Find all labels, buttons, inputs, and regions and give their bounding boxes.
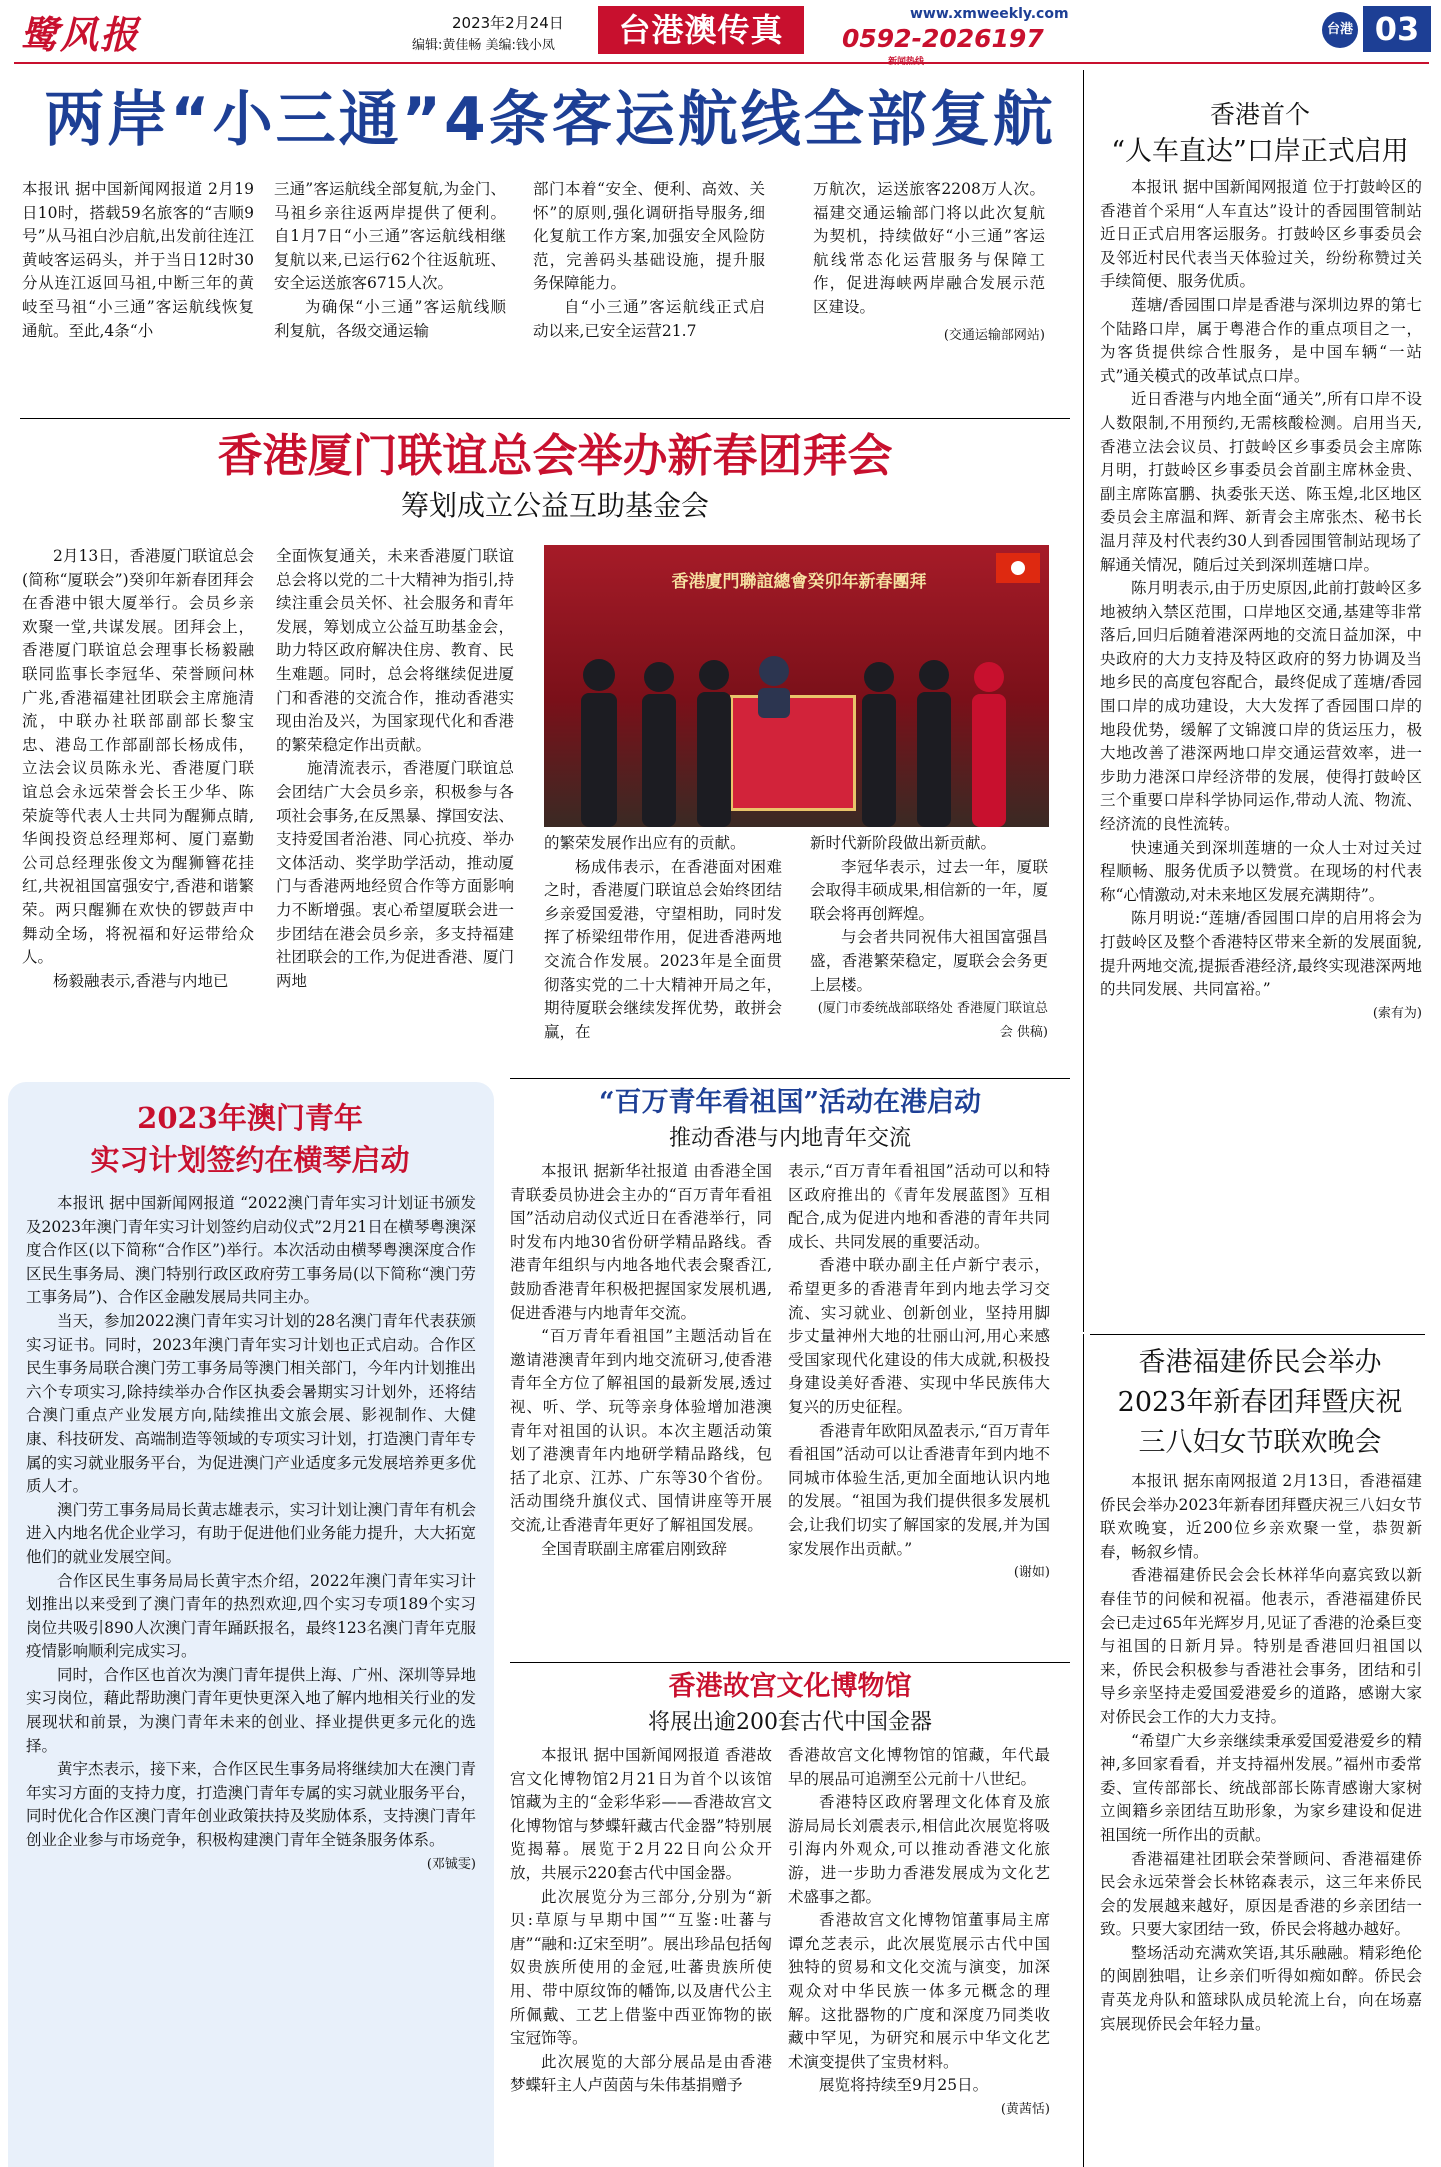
article-headline: 2023年新春团拜暨庆祝	[1117, 1387, 1403, 1418]
paragraph: 香港福建社团联会荣誉顾问、香港福建侨民会永远荣誉会长林铭森表示，这三年来侨民会的发展越来越好，原因是香港的乡亲团结一致。只要大家团结一致，侨民会将越办越好。	[1100, 1849, 1422, 1939]
article-subtitle: 将展出逾200套古代中国金器	[648, 1710, 932, 1735]
masthead	[0, 0, 1441, 62]
paragraph: 同时，合作区也首次为澳门青年提供上海、广州、深圳等异地实习岗位，藉此帮助澳门青年更快更深入地了解内地相关行业的发展现状和前景，为澳门青年未来的创业、择业提供更多元化的选择。	[26, 1665, 476, 1755]
paragraph: 快速通关到深圳莲塘的一众人士对过关过程顺畅、服务优质予以赞赏。在现场的村代表称“心情激动,对未来地区发展充满期待”。	[1100, 838, 1422, 904]
paragraph: 黄宇杰表示，接下来，合作区民生事务局将继续加大在澳门青年实习方面的支持力度，打造澳门青年专属的实习就业服务平台，同时优化合作区澳门青年创业政策扶持及奖励体系，支持澳门青年创业企业参与市场竞争，积极构建澳门青年全链条服务体系。	[26, 1760, 476, 1850]
article-column	[544, 832, 782, 1064]
paragraph: 杨毅融表示,香港与内地已	[53, 971, 229, 990]
paragraph: 与会者共同祝伟大祖国富强昌盛，香港繁荣稳定，厦联会会务更上层楼。	[810, 928, 1048, 994]
article-column	[22, 178, 254, 410]
paragraph: 的繁荣发展作出应有的贡献。	[544, 834, 746, 852]
newspaper-logo: 鹭风报	[20, 12, 141, 57]
article-headline: 香港福建侨民会举办	[1138, 1347, 1382, 1378]
paragraph: 澳门劳工事务局局长黄志雄表示，实习计划让澳门青年有机会进入内地名优企业学习，有助于促进他们业务能力提升，大大拓宽他们的就业发展空间。	[26, 1500, 476, 1566]
paragraph: 为确保“小三通”客运航线顺利复航，各级交通运输	[274, 297, 506, 340]
paragraph: 新时代新阶段做出新贡献。	[810, 834, 997, 852]
article-column	[1100, 1470, 1422, 2164]
paragraph: 陈月明表示,由于历史原因,此前打鼓岭区多地被纳入禁区范围，口岸地区交通,基建等非常落后,回归后随着港深两地的交流日益加深，中央政府的大力支持及特区政府的努力协调及当地乡民的高度包容配合，最终促成了莲塘/香园围口岸的成功建设，大大发挥了香园围口岸的地段优势，缓解了文锦渡口岸的货运压力，极大地改善了港深两地口岸交通运营效率，进一步助力港深口岸经济带的发展，使得打鼓岭区三个重要口岸科学协同运作,带动人流、物流、经济流的良性流转。	[1100, 579, 1422, 834]
paragraph: 香港故宫文化博物馆董事局主席谭允芝表示，此次展览展示古代中国独特的贸易和文化交流与演变，加深观众对中华民族一体多元概念的理解。这批器物的广度和深度乃同类收藏中罕见，为研究和展示中华文化艺术演变提供了宝贵材料。	[788, 1911, 1050, 2071]
paragraph: 李冠华表示，过去一年，厦联会取得丰硕成果,相信新的一年，厦联会将再创辉煌。	[810, 857, 1048, 923]
paragraph: 本报讯 据东南网报道 2月13日，香港福建侨民会举办2023年新春团拜暨庆祝三八妇女节联欢晚宴，近200位乡亲欢聚一堂，恭贺新春，畅叙乡情。	[1100, 1472, 1422, 1561]
masthead-rule	[14, 62, 1429, 64]
paragraph: 三通”客运航线全部复航,为金门、马祖乡亲往返两岸提供了便利。自1月7日“小三通”客运航线相继复航以来,已运行62个往返航班、安全运送旅客6715人次。	[274, 180, 506, 293]
hotline-number: 0592-2026197	[842, 24, 1044, 53]
paragraph: 当天，参加2022澳门青年实习计划的28名澳门青年代表获颁实习证书。同时，2023年澳门青年实习计划也正式启动。合作区民生事务局联合澳门劳工事务局等澳门相关部门，今年内计划推出六个专项实习,除持续举办合作区执委会暑期实习计划外，还将结合澳门重点产业发展方向,陆续推出文旅会展、影视制作、大健康、科技研发、高端制造等领域的专项实习计划，打造澳门青年专属的实习就业服务平台，为促进澳门产业适度多元发展培养更多优质人才。	[26, 1311, 476, 1496]
editor-credits: 编辑:黄佳畅 美编:钱小凤	[412, 38, 555, 53]
column-divider	[1083, 70, 1084, 1332]
people-silhouettes	[544, 615, 1049, 827]
news-photo	[544, 545, 1049, 827]
website-url: www.xmweekly.com	[910, 6, 1069, 22]
paragraph: 陈月明说:“莲塘/香园围口岸的启用将会为打鼓岭区及整个香港特区带来全新的发展面貌,提升两地交流,提振香港经济,最终实现港深两地的共同发展、共同富裕。”	[1100, 909, 1422, 999]
article-column	[510, 1160, 772, 1656]
article-column	[26, 1192, 476, 2162]
page-badge: 台港	[1322, 12, 1358, 48]
paragraph: 展览将持续至9月25日。	[819, 2076, 989, 2095]
paragraph: 合作区民生事务局局长黄宇杰介绍，2022年澳门青年实习计划推出以来受到了澳门青年的热烈欢迎,四个实习专项189个实习岗位共吸引890人次澳门青年踊跃报名，最终123名澳门青年克服疫情影响顺利完成实习。	[26, 1571, 476, 1661]
paragraph: 此次展览的大部分展品是由香港梦蝶轩主人卢茵茵与朱伟基捐赠予	[510, 2052, 772, 2095]
source-credit: (邓铖雯)	[426, 1856, 476, 1872]
paragraph: 本报讯 据中国新闻网报道 2月19日10时，搭载59名旅客的“吉顺9号”从马祖白沙启航,出发前往连江黄岐客运码头，并于当日12时30分从连江返回马祖,中断三年的黄岐至马祖“小三通”客运航线恢复通航。至此,4条“小	[22, 180, 254, 340]
article-headline: “百万青年看祖国”活动在港启动	[598, 1087, 982, 1118]
paragraph: 近日香港与内地全面“通关”,所有口岸不设人数限制,不用预约,无需核酸检测。启用当天,香港立法会议员、打鼓岭区乡事委员会主席陈月明，打鼓岭区乡事委员会首副主席林金贵、副主席陈富鹏、执委张天送、陈玉煌,北区地区委员会主席温和辉、新青会主席张杰、秘书长温月萍及村代表约30人到香园围管制站现场了解通关情况，随后过关到深圳莲塘口岸。	[1100, 390, 1422, 574]
paragraph: 本报讯 据新华社报道 由香港全国青联委员协进会主办的“百万青年看祖国”活动启动仪式近日在香港举行，同时发布内地30省份研学精品路线。香港青年组织与内地各地代表会聚香江,鼓励香港青年积极把握国家发展机遇,促进香港与内地青年交流。	[510, 1162, 772, 1322]
article-headline: 香港首个	[1209, 100, 1310, 129]
photo-banner: 香港廈門聯誼總會癸卯年新春團拜	[671, 572, 927, 592]
paragraph: 香港中联办副主任卢新宁表示，希望更多的香港青年到内地去学习交流、实习就业、创新创业，坚持用脚步丈量神州大地的壮丽山河,用心来感受国家现代化建设的伟大成就,积极投身建设美好香港、实现中华民族伟大复兴的历史征程。	[788, 1256, 1050, 1416]
article-column	[813, 178, 1045, 410]
paragraph: 本报讯 据中国新闻网报道 香港故宫文化博物馆2月21日为首个以该馆馆藏为主的“金彩华彩——香港故宫文化博物馆与梦蝶轩藏古代金器”特别展览揭幕。展览于2月22日向公众开放，共展示220套古代中国金器。	[510, 1746, 772, 1882]
issue-date: 2023年2月24日	[452, 14, 564, 32]
source-credit: (厦门市委统战部联络处 香港厦门联谊总会 供稿)	[817, 1001, 1048, 1040]
article-column	[510, 1744, 772, 2164]
article-column	[788, 1744, 1050, 2164]
source-credit: (交通运输部网站)	[943, 327, 1045, 343]
paragraph: 莲塘/香园围口岸是香港与深圳边界的第七个陆路口岸，属于粤港合作的重点项目之一，为客货提供综合性服务，是中国车辆“一站式”通关模式的改革试点口岸。	[1100, 295, 1422, 385]
divider	[510, 1078, 1070, 1079]
article-headline: 三八妇女节联欢晚会	[1138, 1427, 1382, 1458]
article-subtitle: 推动香港与内地青年交流	[668, 1126, 911, 1151]
paragraph: 杨成伟表示，在香港面对困难之时，香港厦门联谊总会始终团结乡亲爱国爱港，守望相助，同时发挥了桥梁纽带作用，促进香港两地交流合作发展。2023年是全面贯彻落实党的二十大精神开局之年，期待厦联会继续发挥优势，敢拼会赢，在	[544, 857, 782, 1041]
article-headline: “人车直达”口岸正式启用	[1111, 136, 1409, 167]
paragraph: “百万青年看祖国”主题活动旨在邀请港澳青年到内地交流研习,使香港青年全方位了解祖国的最新发展,透过视、听、学、玩等亲身体验增加港澳青年对祖国的认识。本次主题活动策划了港澳青年内地研学精品路线，包括了北京、江苏、广东等30个省份。活动围绕升旗仪式、国情讲座等开展交流,让香港青年更好了解祖国发展。	[510, 1327, 772, 1534]
source-credit: (黄茜恬)	[1000, 2101, 1050, 2117]
paragraph: 表示,“百万青年看祖国”活动可以和特区政府推出的《青年发展蓝图》互相配合,成为促进内地和香港的青年共同成长、共同发展的重要活动。	[788, 1162, 1050, 1251]
paragraph: 香港福建侨民会会长林祥华向嘉宾致以新春佳节的问候和祝福。他表示，香港福建侨民会已走过65年光辉岁月,见证了香港的沧桑巨变与祖国的日新月异。特别是香港回归祖国以来，侨民会积极参与香港社会事务，团结和引导乡亲坚持走爱国爱港爱乡的道路，感谢大家对侨民会工作的大力支持。	[1100, 1566, 1422, 1726]
article-headline: 2023年澳门青年	[137, 1101, 363, 1135]
paragraph: 香港特区政府署理文化体育及旅游局局长刘震表示,相信此次展览将吸引海内外观众,可以推动香港文化旅游，进一步助力香港发展成为文化艺术盛事之都。	[788, 1793, 1050, 1906]
article-column	[22, 545, 254, 1060]
paragraph: 自“小三通”客运航线正式启动以来,已安全运营21.7	[533, 297, 765, 340]
paragraph: 万航次，运送旅客2208万人次。福建交通运输部门将以此次复航为契机，持续做好“小三通”客运航线常态化运营服务与保障工作，促进海峡两岸融合发展示范区建设。	[813, 180, 1045, 316]
source-credit: (谢如)	[1013, 1565, 1050, 1581]
paragraph: 香港故宫文化博物馆的馆藏，年代最早的展品可追溯至公元前十八世纪。	[788, 1746, 1050, 1788]
paragraph: 此次展览分为三部分,分别为“新贝:草原与早期中国”“互鉴:吐蕃与唐”“融和:辽宋至明”。展出珍品包括匈奴贵族所使用的金冠,吐蕃贵族所使用、带中原纹饰的幡饰,以及唐代公主所佩戴、工艺上借鉴中西亚饰物的嵌宝冠饰等。	[510, 1887, 772, 2048]
article-subtitle: 筹划成立公益互助基金会	[400, 489, 709, 522]
article-headline: 两岸“小三通”4条客运航线全部复航	[44, 85, 1056, 155]
paragraph: 全面恢复通关，未来香港厦门联谊总会将以党的二十大精神为指引,持续注重会员关怀、社会服务和青年发展，筹划成立公益互助基金会，助力特区政府解决住房、教育、民生难题。同时，总会将继续促进厦门和香港的交流合作，推动香港实现由治及兴，为国家现代化和香港的繁荣稳定作出贡献。	[276, 547, 514, 754]
paragraph: 2月13日，香港厦门联谊总会(简称“厦联会”)癸卯年新春团拜会在香港中银大厦举行。会员乡亲欢聚一堂,共谋发展。团拜会上，香港厦门联谊总会理事长杨毅融联同监事长李冠华、荣誉顾问林广兆,香港福建社团联会主席施清流，中联办社联部副部长黎宝忠、港岛工作部副部长杨成伟，立法会议员陈永光、香港厦门联谊总会永远荣誉会长王少华、陈荣旋等代表人士共同为醒狮点睛,华闽投资总经理郑柯、厦门嘉勤公司总经理张俊文为醒狮簪花挂红,共祝祖国富强安宁,香港和谐繁荣。两只醒狮在欢快的锣鼓声中舞动全场，将祝福和好运带给众人。	[22, 547, 254, 967]
paragraph: 全国青联副主席霍启刚致辞	[541, 1539, 728, 1558]
article-column	[810, 832, 1048, 1064]
paragraph: 整场活动充满欢笑语,其乐融融。精彩绝伦的闽剧独唱，让乡亲们听得如痴如醉。侨民会青英龙舟队和篮球队成员轮流上台，向在场嘉宾展现侨民会年轻力量。	[1100, 1943, 1422, 2033]
divider	[1090, 1334, 1425, 1335]
article-column	[788, 1160, 1050, 1656]
section-title: 台港澳传真	[598, 6, 804, 54]
article-headline: 实习计划签约在横琴启动	[90, 1143, 410, 1177]
article-headline: 香港厦门联谊总会举办新春团拜会	[217, 429, 893, 482]
source-credit: (索有为)	[1372, 1005, 1422, 1021]
paragraph: 施清流表示，香港厦门联谊总会团结广大会员乡亲，积极参与各项社会事务,在反黑暴、撑国安法、支持爱国者治港、同心抗疫、举办文体活动、奖学助学活动，推动厦门与香港两地经贸合作等方面影响力不断增强。衷心希望厦联会进一步团结在港会员乡亲，多支持福建社团联会的工作,为促进香港、厦门两地	[276, 759, 514, 990]
hong-kong-flag-icon	[996, 553, 1040, 583]
page-number: 03	[1363, 6, 1431, 52]
article-column	[533, 178, 765, 410]
article-column	[276, 545, 514, 1060]
divider	[20, 418, 1070, 419]
hotline-label	[888, 54, 924, 67]
paragraph: 香港青年欧阳凤盈表示,“百万青年看祖国”活动可以让香港青年到内地不同城市体验生活,更加全面地认识内地的发展。“祖国为我们提供很多发展机会,让我们切实了解国家的发展,并为国家发展作出贡献。”	[788, 1421, 1050, 1558]
article-column	[274, 178, 506, 410]
column-divider	[1083, 1334, 1084, 2167]
paragraph: 本报讯 据中国新闻网报道 位于打鼓岭区的香港首个采用“人车直达”设计的香园围管制站近日正式启用客运服务。打鼓岭区乡事委员会及邻近村民代表当天体验过关，纷纷称赞过关手续简便、服务优质。	[1100, 178, 1422, 291]
paragraph: 部门本着“安全、便利、高效、关怀”的原则,强化调研指导服务,细化复航工作方案,加强安全风险防范，完善码头基础设施，提升服务保障能力。	[533, 180, 765, 293]
divider	[510, 1662, 1070, 1663]
paragraph: 本报讯 据中国新闻网报道 “2022澳门青年实习计划证书颁发及2023年澳门青年实习计划签约启动仪式”2月21日在横琴粤澳深度合作区(以下简称“合作区”)举行。本次活动由横琴粤澳深度合作区民生事务局、澳门特别行政区政府劳工事务局(以下简称“澳门劳工事务局”)、合作区金融发展局共同主办。	[26, 1194, 476, 1307]
article-column	[1100, 176, 1422, 1332]
article-headline: 香港故宫文化博物馆	[668, 1671, 912, 1702]
paragraph: “希望广大乡亲继续秉承爱国爱港爱乡的精神,多回家看看，并支持福州发展。”福州市委常委、宣传部部长、统战部部长陈青感谢大家树立闽籍乡亲团结互助形象，为家乡建设和促进祖国统一所作出的贡献。	[1100, 1731, 1422, 1844]
